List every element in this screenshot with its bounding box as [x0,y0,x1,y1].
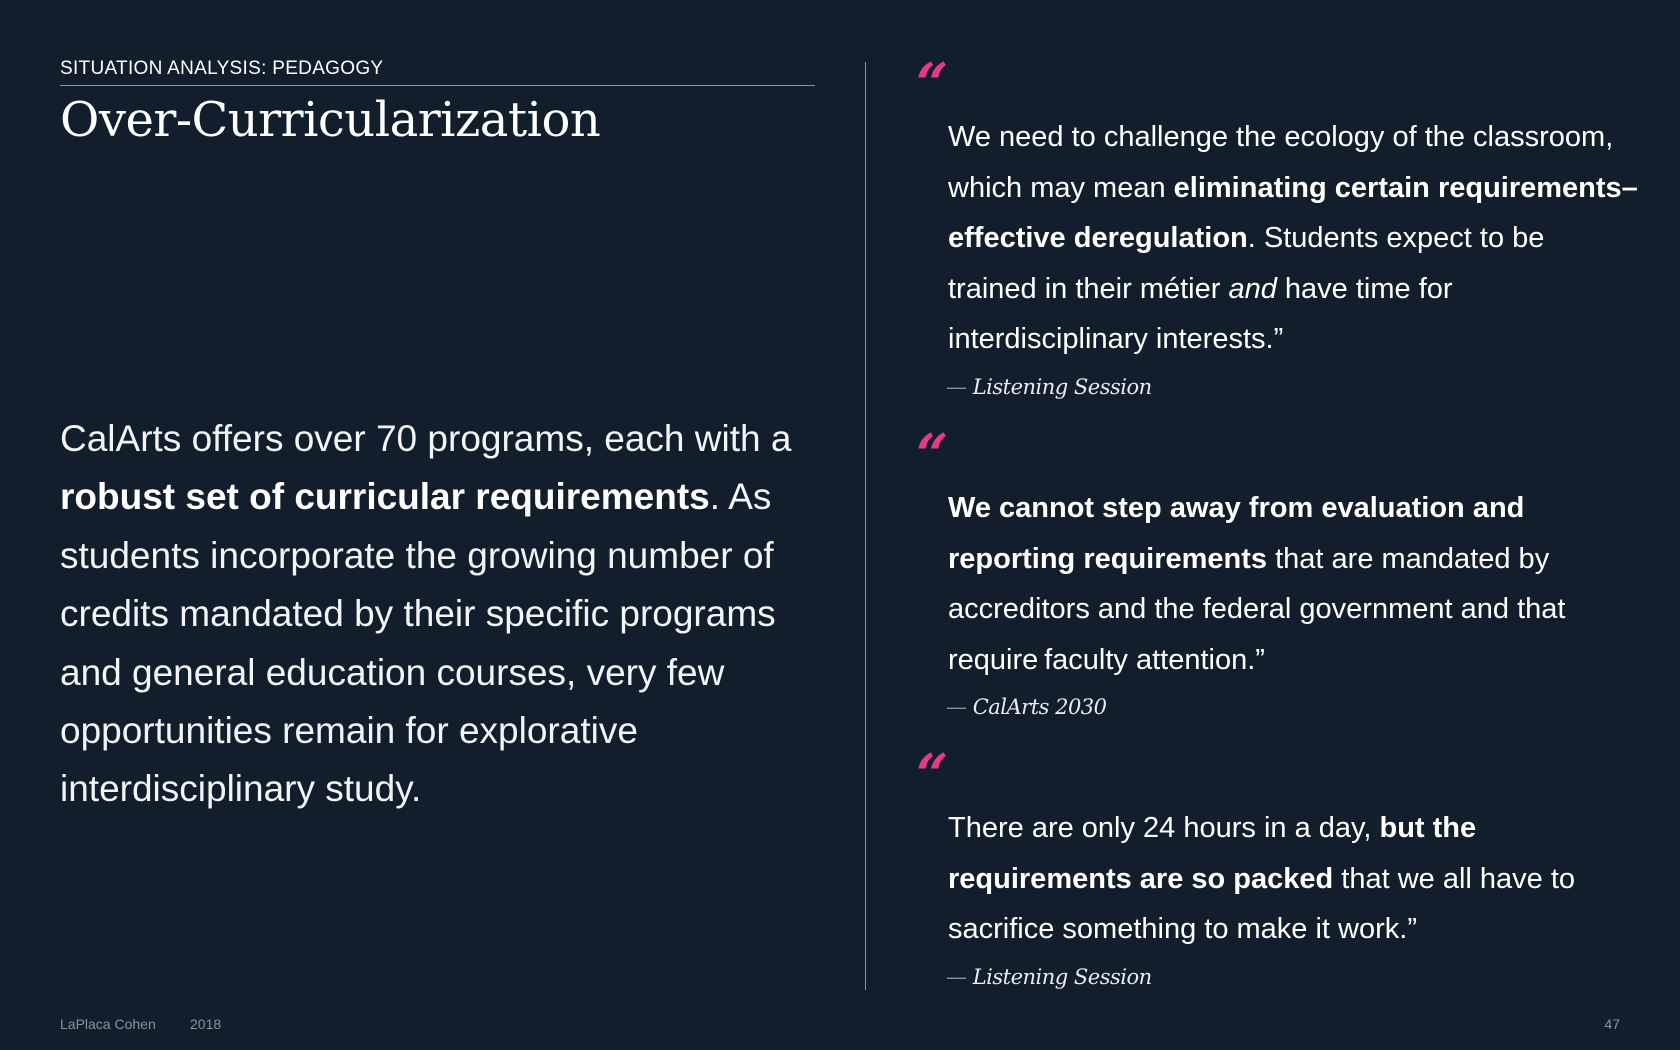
footer-brand: LaPlaca Cohen [60,1016,156,1032]
page-number: 47 [1604,1016,1620,1032]
footer-year: 2018 [190,1016,222,1032]
lead-paragraph [60,410,830,819]
quote-emphasis: We cannot step away from evaluation and [948,492,1525,524]
attribution-dash: — [946,964,967,989]
lead-text: CalArts offers over 70 programs, each with a [60,418,792,459]
quote-block-3 [916,742,1668,989]
quote-line: sacrifice something to make it work.” [948,913,1417,945]
attribution-source: CalArts 2030 [972,695,1107,719]
quote-line: have time for [1276,272,1453,305]
quote-emphasis: effective deregulation [948,222,1248,254]
quote-attribution [946,965,1668,989]
quote-line: that are mandated by [1267,542,1550,575]
quote-mark-icon: “ [916,742,949,808]
quote-line: . Students expect to be [1247,222,1545,254]
attribution-source: Listening Session [972,374,1152,399]
quote-line: We need to challenge the ecology of the classroom, [948,121,1614,153]
quote-line: which may mean [948,171,1174,204]
quote-text [948,483,1668,685]
quote-italic: and [1228,272,1277,305]
quote-line: accreditors and the federal government and that [948,593,1566,625]
quote-attribution [946,375,1668,399]
attribution-dash: — [946,695,967,719]
quote-attribution [946,695,1668,719]
page-title: Over-Curricularization [60,92,601,148]
quote-block-1 [916,51,1668,399]
lead-text-continued: . As students incorporate the growing number of credits mandated by their specific programs and general education courses, very few opportunities remain for explorative interdisciplinary study. [60,476,776,810]
quote-line: interdisciplinary interests.” [948,323,1284,355]
quote-emphasis: reporting requirements [948,542,1268,575]
quote-emphasis: eliminating certain requirements– [1173,171,1638,204]
quote-mark-icon: “ [916,51,949,117]
quote-emphasis: but the [1379,812,1477,844]
column-divider [865,62,866,990]
section-eyebrow: SITUATION ANALYSIS: PEDAGOGY [60,58,815,86]
quote-mark-icon: “ [916,422,949,488]
attribution-source: Listening Session [972,964,1152,989]
lead-emphasis: robust set of curricular requirements [60,476,710,518]
quote-text [948,803,1668,955]
quote-block-2 [916,422,1668,719]
quote-line: that we all have to [1333,862,1576,895]
quote-text [948,112,1668,365]
quote-emphasis: requirements are so packed [948,862,1334,895]
quote-line: There are only 24 hours in a day, [948,812,1380,844]
attribution-dash: — [946,374,967,399]
quote-line: require faculty attention.” [948,643,1265,676]
quote-line: trained in their métier [948,272,1229,305]
